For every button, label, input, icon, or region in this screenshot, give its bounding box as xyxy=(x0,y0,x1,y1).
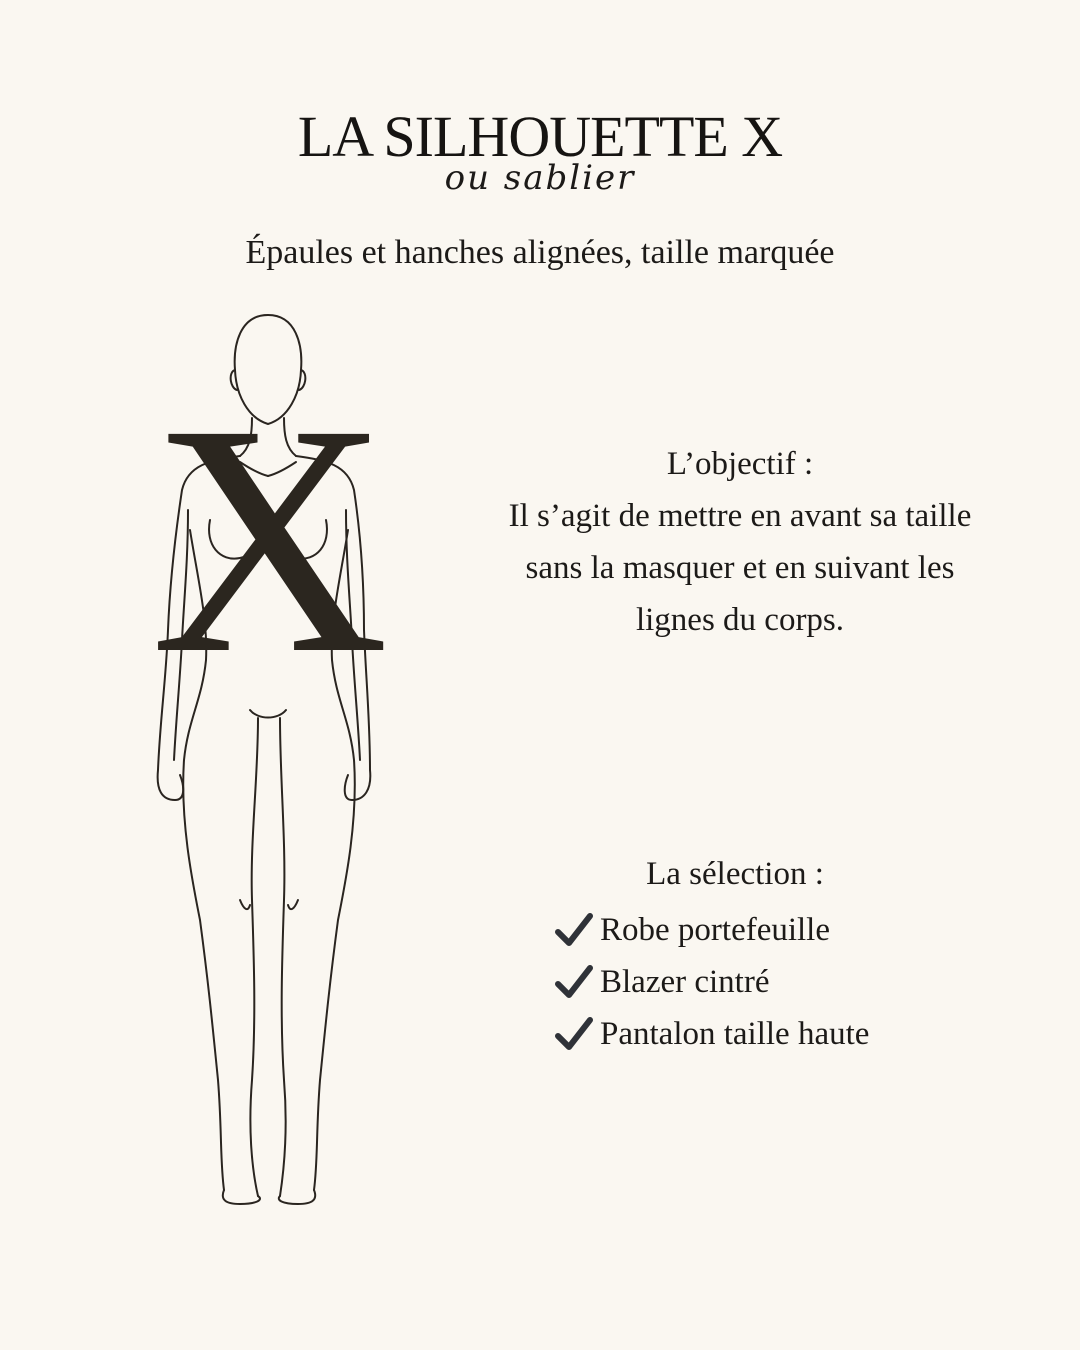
selection-heading: La sélection : xyxy=(646,856,824,892)
list-item xyxy=(554,956,940,1008)
script-subtitle: ou sablier xyxy=(444,158,636,198)
goal-heading: L’objectif : xyxy=(666,446,814,482)
list-item-label: Robe portefeuille xyxy=(600,911,831,948)
x-letter-overlay: X xyxy=(150,357,390,722)
list-item xyxy=(554,1008,940,1060)
check-icon xyxy=(554,1014,594,1054)
list-item xyxy=(554,904,940,956)
goal-section xyxy=(500,438,980,646)
selection-section xyxy=(540,848,940,1060)
selection-list xyxy=(540,904,940,1060)
check-icon xyxy=(554,910,594,950)
goal-text: Il s’agit de mettre en avant sa taille sans la masquer et en suivant les lignes du corps. xyxy=(508,498,972,638)
check-icon xyxy=(554,962,594,1002)
list-item-label: Blazer cintré xyxy=(600,963,770,1000)
list-item-label: Pantalon taille haute xyxy=(600,1015,870,1052)
page-title: LA SILHOUETTE X xyxy=(297,104,783,169)
page-description: Épaules et hanches alignées, taille marquée xyxy=(245,234,835,271)
